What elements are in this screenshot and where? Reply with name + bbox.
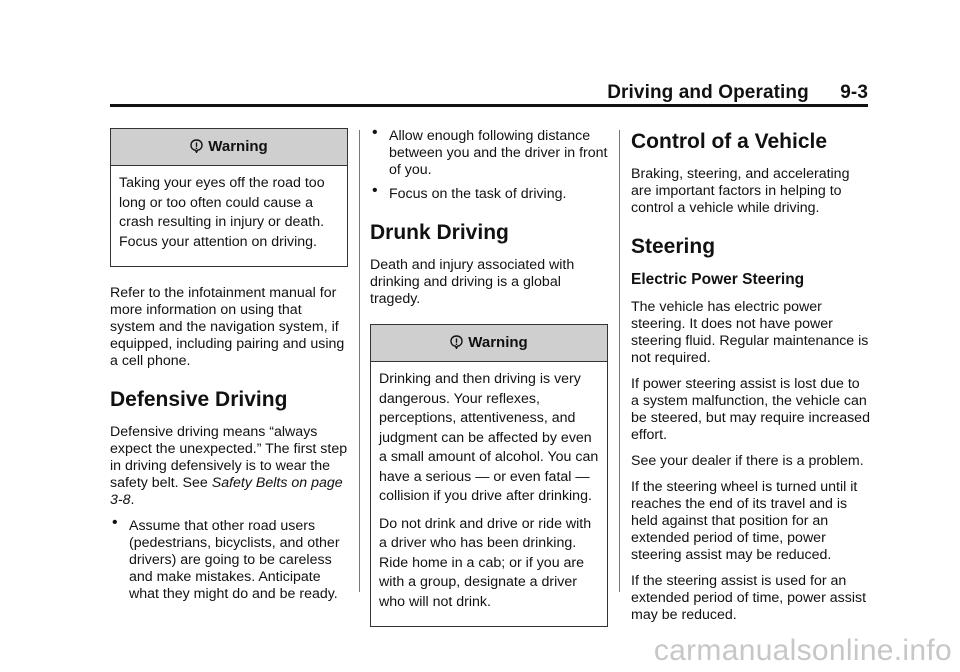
subsection-heading: Electric Power Steering [631, 271, 805, 288]
list-item-text: Assume that other road users (pedestrians, bicyclists, and other drivers) are going to be careless and make mistakes. Anticipate what they might do and be ready. [129, 518, 340, 602]
warning-text: Drinking and then driving is very dangerous. Your reflexes, perceptions, attentiveness, and judgment can be affected by even a small amount of alcohol. You can have a serious — or even fatal — collision if you drive after drinking. [379, 371, 599, 504]
warning-text: Taking your eyes off the road too long or too often could cause a crash resulting in injury or death. Focus your attention on driving. [119, 175, 325, 250]
paragraph: If power steering assist is lost due to a system malfunction, the vehicle can be steered, but may require increased effort. [631, 376, 870, 443]
paragraph: Refer to the infotainment manual for more information on using that system and the navigation system, if equipped, including pairing and using a cell phone. [110, 285, 345, 369]
page-number: 9-3 [840, 82, 868, 103]
bullet-list [110, 514, 348, 603]
column-middle [370, 124, 608, 637]
warning-icon [190, 139, 203, 153]
paragraph-text: . [130, 492, 135, 508]
section-heading: Defensive Driving [110, 388, 288, 411]
column-divider [619, 130, 620, 592]
bullet-glyph: • [112, 514, 118, 531]
cross-reference-link[interactable]: Safety Belts on page 3-8 [110, 475, 343, 508]
bullet-glyph: • [372, 124, 378, 141]
paragraph [110, 424, 348, 509]
column-left [110, 128, 348, 612]
paragraph-text: Defensive driving means “always expect the unexpected.” The first step in driving defensively is to wear the safety belt. See [110, 424, 348, 491]
warning-header [371, 325, 607, 362]
column-divider [359, 130, 360, 592]
paragraph: The vehicle has electric power steering. It does not have power steering fluid. Regular maintenance is not required. [631, 299, 869, 366]
header-rule [110, 104, 868, 107]
bullet-list [370, 124, 608, 203]
list-item [110, 514, 348, 603]
section-heading: Control of a Vehicle [631, 130, 828, 153]
column-right [631, 128, 871, 633]
warning-icon [450, 335, 463, 349]
list-item [370, 124, 608, 179]
list-item-text: Focus on the task of driving. [389, 186, 567, 202]
section-heading: Steering [631, 235, 716, 258]
paragraph: Death and injury associated with drinking and driving is a global tragedy. [370, 257, 575, 307]
warning-text: Do not drink and drive or ride with a driver who has been drinking. Ride home in a cab; or if you are with a group, designate a driver who will not drink. [379, 515, 592, 610]
watermark: carmanualsonline.info [653, 634, 952, 667]
list-item-text: Allow enough following distance between you and the driver in front of you. [389, 128, 608, 178]
paragraph: If the steering wheel is turned until it reaches the end of its travel and is held against that position for an extended period of time, power steering assist may be reduced. [631, 479, 858, 563]
paragraph: If the steering assist is used for an extended period of time, power assist may be reduced. [631, 573, 867, 623]
bullet-glyph: • [372, 182, 378, 199]
warning-header [111, 129, 347, 166]
paragraph: See your dealer if there is a problem. [631, 453, 864, 469]
warning-title: Warning [208, 138, 268, 155]
section-heading: Drunk Driving [370, 221, 509, 244]
warning-title: Warning [468, 334, 528, 351]
warning-box [110, 128, 348, 267]
warning-box [370, 324, 608, 627]
running-header [607, 82, 868, 104]
section-title: Driving and Operating [607, 82, 809, 103]
paragraph: Braking, steering, and accelerating are important factors in helping to control a vehicle while driving. [631, 166, 850, 216]
list-item [370, 182, 608, 203]
